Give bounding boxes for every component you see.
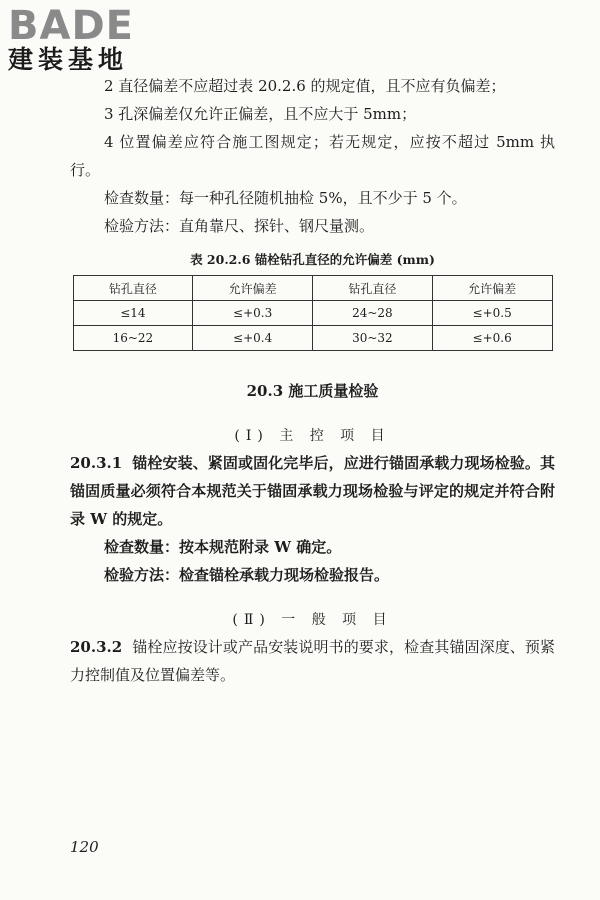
clause-check-quantity: 检查数量：按本规范附录 W 确定。 (104, 538, 342, 556)
item-2-paragraph: 2 直径偏差不应超过表 20.2.6 的规定值，且不应有负偏差； (104, 77, 506, 95)
check-method-paragraph: 检验方法：直角靠尺、探针、钢尺量测。 (104, 217, 375, 235)
table-header-cell: 钻孔直径 (313, 276, 433, 301)
table-cell: 16~22 (73, 326, 193, 351)
table-cell: ≤+0.3 (193, 301, 313, 326)
check-quantity-paragraph: 检查数量：每一种孔径随机抽检 5%，且不少于 5 个。 (104, 189, 467, 207)
clause-check-method: 检验方法：检查锚栓承载力现场检验报告。 (104, 566, 390, 584)
section-title: 20.3 施工质量检验 (246, 382, 379, 400)
clause-number: 20.3.1 (70, 454, 123, 472)
subsection-general-title: (Ⅱ) 一 般 项 目 (232, 612, 393, 628)
table-row (73, 301, 552, 326)
item-3-paragraph: 3 孔深偏差仅允许正偏差，且不应大于 5mm； (104, 105, 417, 123)
clause-20-3-1 (70, 449, 555, 533)
deviation-table (73, 275, 553, 351)
table-cell: ≤+0.4 (193, 326, 313, 351)
table-cell: 24~28 (313, 301, 433, 326)
logo-text-chinese: 建装基地 (8, 45, 129, 74)
table-header-cell: 允许偏差 (193, 276, 313, 301)
table-cell: 30~32 (313, 326, 433, 351)
page-number: 120 (70, 838, 99, 856)
table-cell: ≤14 (73, 301, 193, 326)
table-header-cell: 允许偏差 (432, 276, 552, 301)
table-cell: ≤+0.6 (432, 326, 552, 351)
table-header-row (73, 276, 552, 301)
clause-text: 锚栓安装、紧固或固化完毕后，应进行锚固承载力现场检验。其锚固质量必须符合本规范关于锚固承载力现场检验与评定的规定并符合附录 W 的规定。 (70, 454, 555, 528)
table-header-cell: 钻孔直径 (73, 276, 193, 301)
clause-number: 20.3.2 (70, 638, 123, 656)
logo-text-bade: BADE (8, 3, 134, 49)
clause-text: 锚栓应按设计或产品安装说明书的要求，检查其锚固深度、预紧力控制值及位置偏差等。 (70, 638, 555, 684)
clause-20-3-2 (70, 633, 555, 689)
table-row (73, 326, 552, 351)
page-content (70, 72, 555, 689)
item-4-paragraph: 4 位置偏差应符合施工图规定；若无规定，应按不超过 5mm 执行。 (70, 133, 555, 179)
table-cell: ≤+0.5 (432, 301, 552, 326)
subsection-main-control-title: (Ⅰ) 主 控 项 目 (234, 428, 391, 444)
table-caption: 表 20.2.6 锚栓钻孔直径的允许偏差 (mm) (190, 252, 435, 267)
bade-logo (8, 4, 178, 74)
